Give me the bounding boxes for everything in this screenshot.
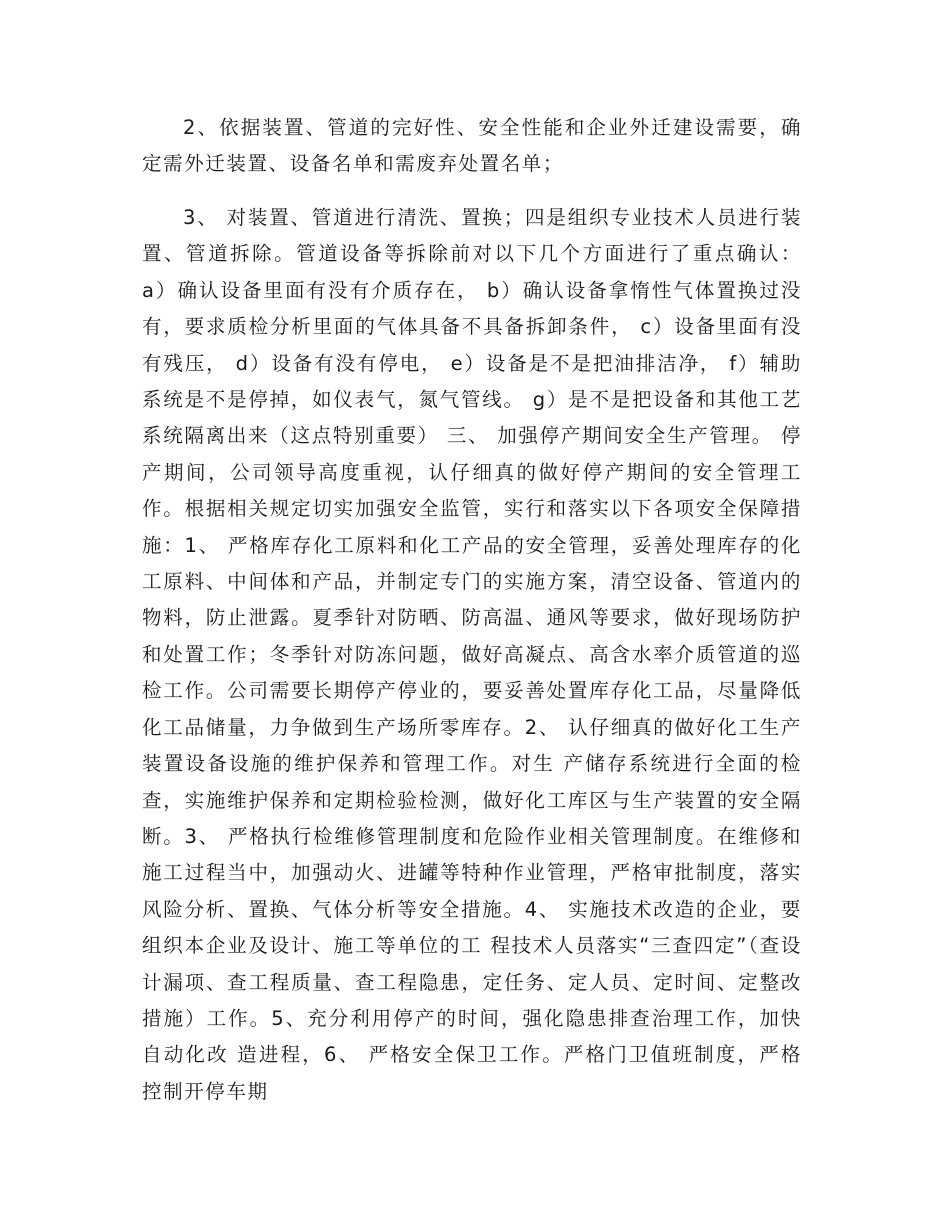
paragraph-dismantling-and-safety: 3、 对装置、管道进行清洗、置换；四是组织专业技术人员进行装 置、管道拆除。管道设备等拆除前对以下几个方面进行了重点确认： a）确认设备里面有没有介质存在， b）确认设备拿惰性气体置换过没有，要求质检分析里面的气体具备不具备拆卸条件， c）设备里面有没有残压， d）设备有没有停电， e）设备是不是把油排洁净， f）辅助系统是不是停掉，如仪表气，氮气管线。 g）是不是把设备和其他工艺系统隔离出来（这点特别重要） 三、 加强停产期间安全生产管理。 停产期间，公司领导高度重视，认仔细真的做好停产期间的安全管理工作。根据相关规定切实加强安全监管，实行和落实以下各项安全保障措施：1、 严格库存化工原料和化工产品的安全管理，妥善处理库存的化 工原料、中间体和产品，并制定专门的实施方案，清空设备、管道内的物料，防止泄露。夏季针对防晒、防高温、通风等要求，做好现场防护和处置工作；冬季针对防冻问题，做好高凝点、高含水率介质管道的巡检工作。公司需要长期停产停业的，要妥善处置库存化工品，尽量降低化工品储量，力争做到生产场所零库存。2、 认仔细真的做好化工生产装置设备设施的维护保养和管理工作。对生 产储存系统进行全面的检查，实施维护保养和定期检验检测，做好化工库区与生产装置的安全隔断。3、 严格执行检维修管理制度和危险作业相关管理制度。在维修和 施工过程当中，加强动火、进罐等特种作业管理，严格审批制度，落实风险分析、置换、气体分析等安全措施。4、 实施技术改造的企业，要组织本企业及设计、施工等单位的工 程技术人员落实“三查四定”（查设计漏项、查工程质量、查工程隐患，定任务、定人员、定时间、定整改措施）工作。5、充分利用停产的时间，强化隐患排查治理工作，加快自动化改 造进程，6、 严格安全保卫工作。严格门卫值班制度，严格控制开停车期 xyxy=(142,206,802,1103)
paragraph-relocation-list: 2、依据装置、管道的完好性、安全性能和企业外迁建设需要，确定需外迁装置、设备名单和需废弃处置名单； xyxy=(142,116,802,176)
